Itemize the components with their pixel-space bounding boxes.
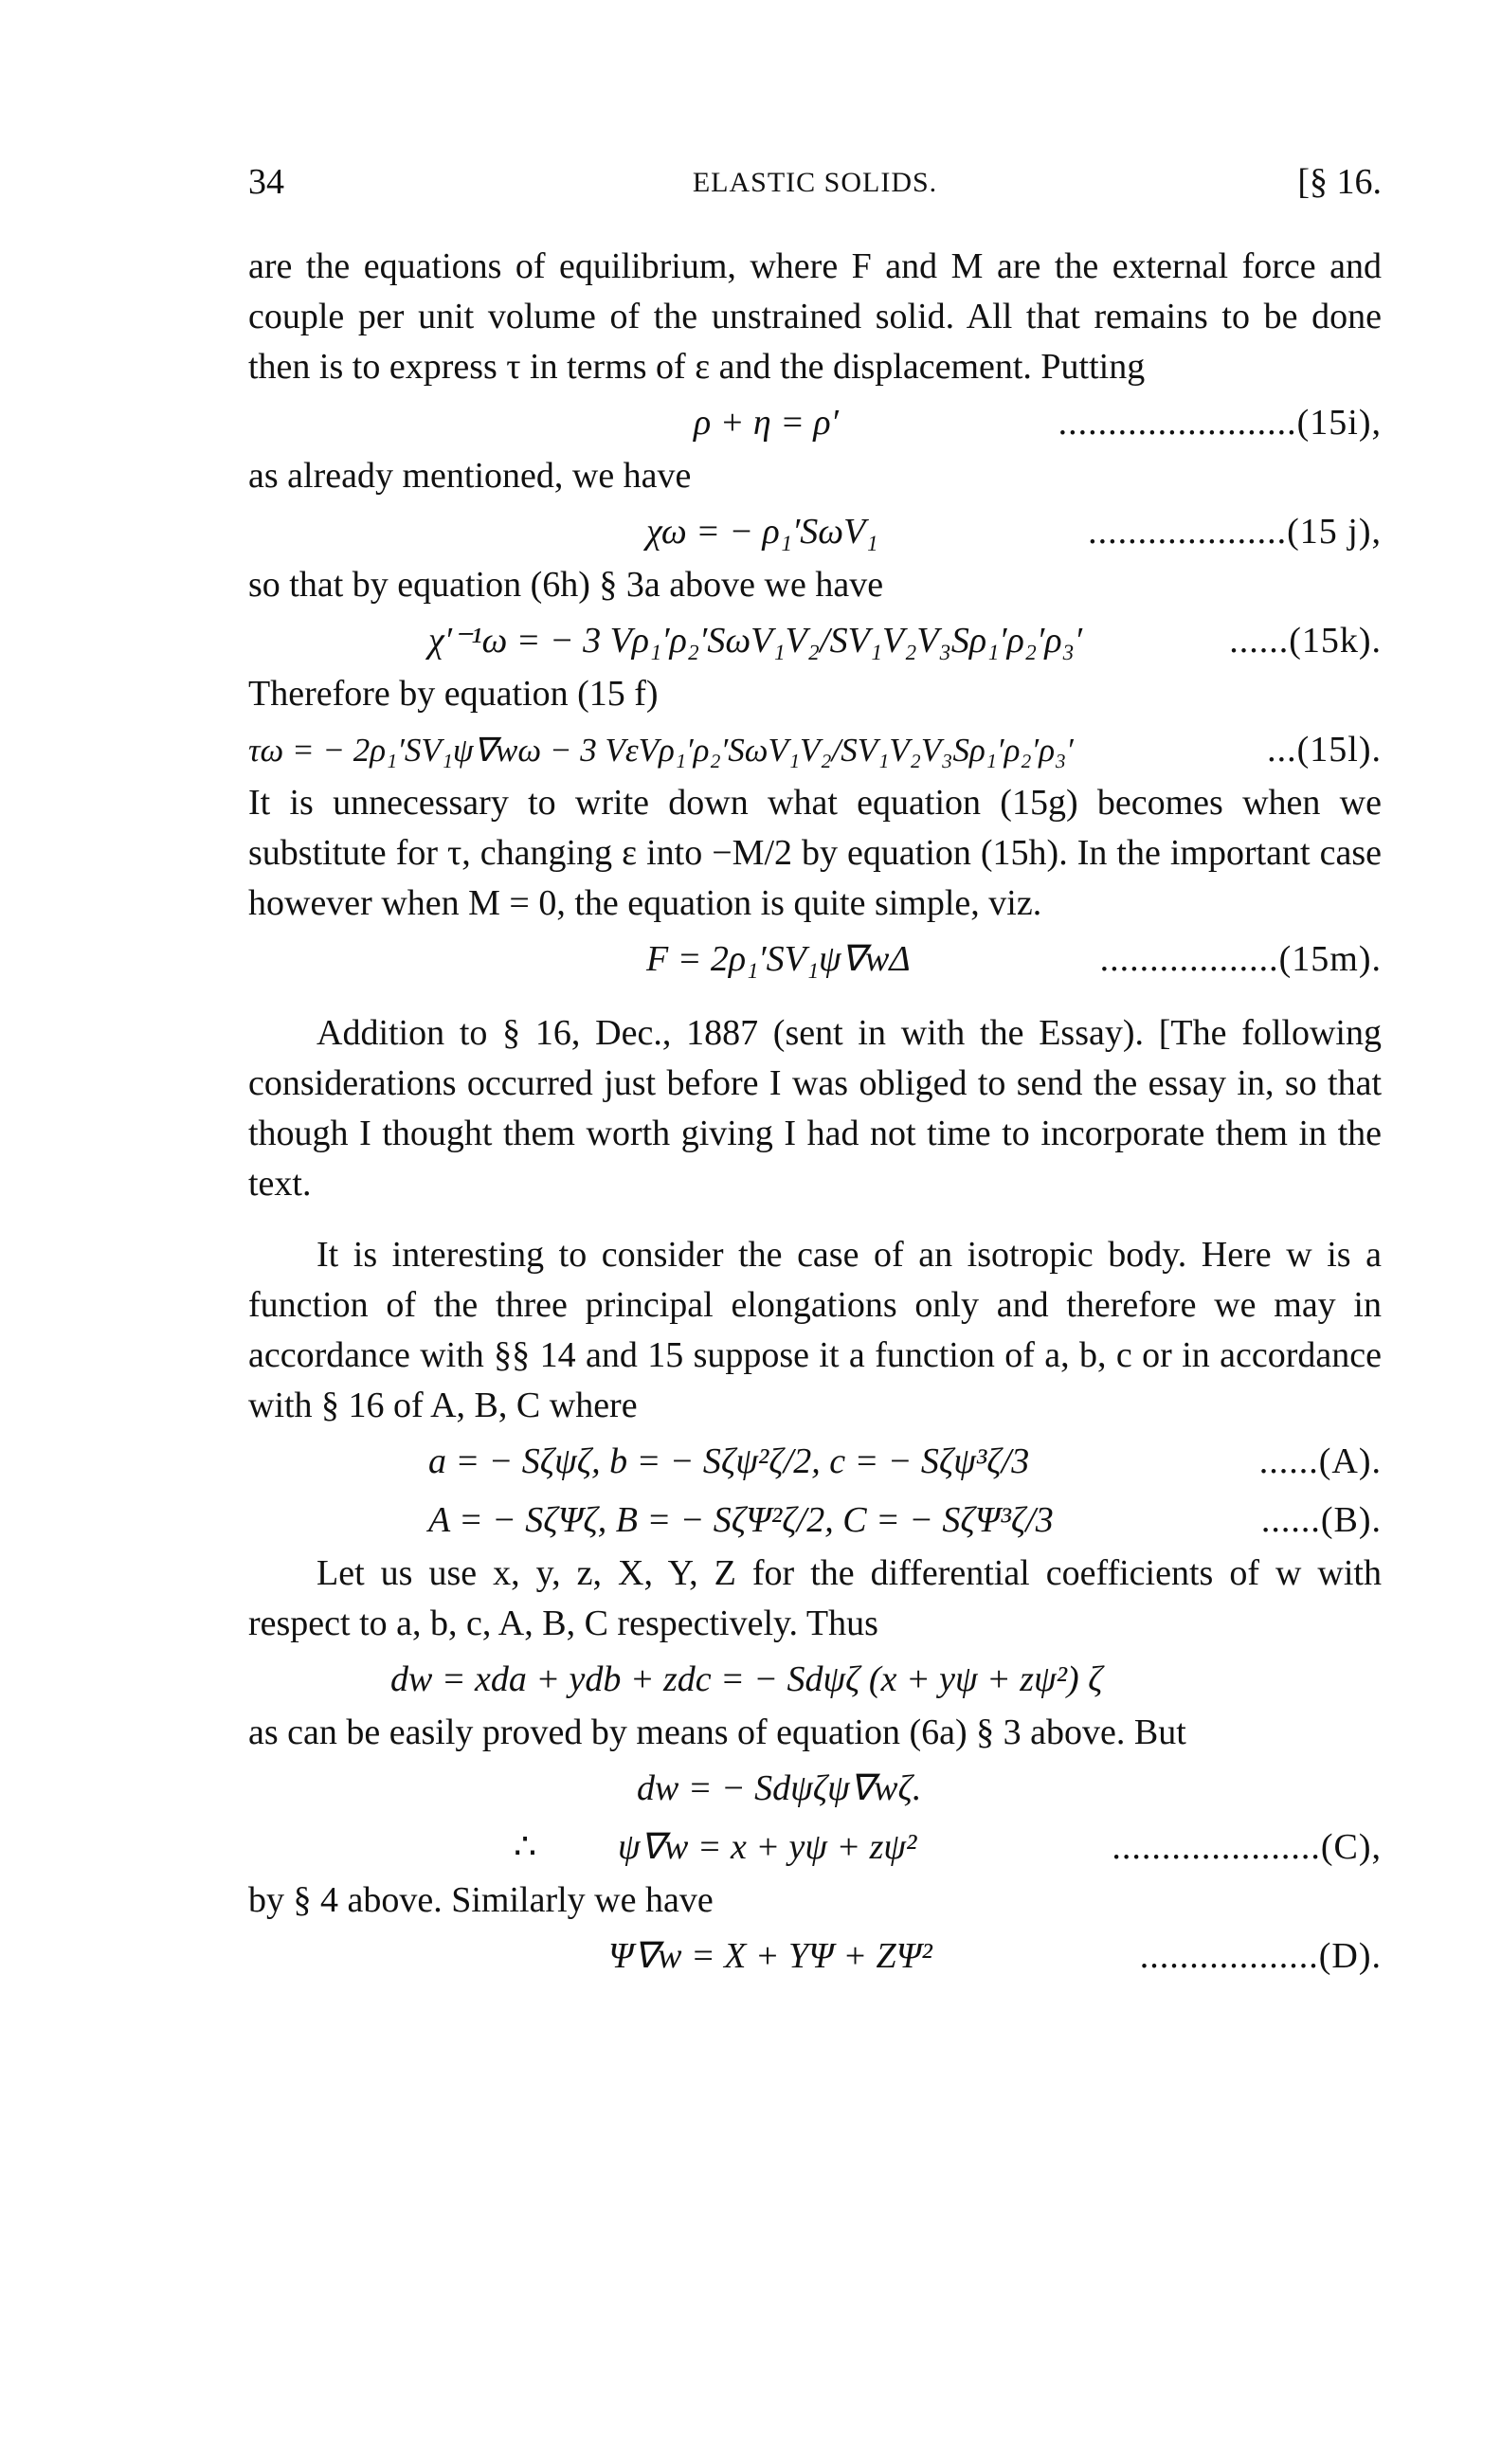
equation-expression: χ′⁻¹ω = − 3 Vρ₁′ρ₂′SωV₁V₂/SV₁V₂V₃Sρ₁′ρ₂′ρ₃′	[428, 621, 1083, 661]
equation-label: ....................(15 j),	[1088, 512, 1382, 552]
equation-label: ........................(15i),	[1058, 403, 1382, 443]
equation-expression: Ψ∇w = X + YΨ + ZΨ²	[608, 1936, 932, 1976]
equation-B	[248, 1490, 1382, 1549]
equation-D	[248, 1926, 1382, 1984]
equation-label: ......(B).	[1260, 1500, 1382, 1540]
equation-15l	[248, 719, 1382, 778]
paragraph: Therefore by equation (15 f)	[248, 674, 659, 714]
equation-expression: F = 2ρ₁′SV₁ψ∇wΔ	[646, 939, 911, 979]
equation-expression: dw = xda + ydb + zdc = − Sdψζ (x + yψ + zψ²) ζ	[390, 1659, 1103, 1699]
page-body	[248, 242, 1382, 1984]
page-number: 34	[248, 162, 284, 202]
equation-dw-1	[248, 1649, 1382, 1708]
equation-expression: dw = − Sdψζψ∇wζ.	[637, 1768, 922, 1808]
paragraph: so that by equation (6h) § 3a above we have	[248, 565, 884, 605]
equation-label: .....................(C),	[1112, 1827, 1382, 1867]
equation-15m	[248, 929, 1382, 987]
section-marker: [§ 16.	[1297, 162, 1382, 202]
paragraph: by § 4 above. Similarly we have	[248, 1880, 714, 1920]
equation-expression: a = − Sζψζ, b = − Sζψ²ζ/2, c = − Sζψ³ζ/3	[428, 1441, 1030, 1481]
equation-dw-2	[248, 1758, 1382, 1817]
paragraph: are the equations of equilibrium, where F and M are the external force and couple per unit volume of the unstrained solid. All that remains to be done then is to express τ in terms of ε and the displacement. Putting	[248, 246, 1382, 387]
equation-expression: ψ∇w = x + yψ + zψ²	[618, 1827, 917, 1867]
equation-label: ...(15l).	[1267, 730, 1382, 770]
paragraph: as can be easily proved by means of equation (6a) § 3 above. But	[248, 1712, 1186, 1752]
equation-expression: ρ + η = ρ′	[694, 403, 839, 443]
running-title: ELASTIC SOLIDS.	[692, 167, 938, 198]
equation-label: ......(15k).	[1229, 621, 1382, 661]
equation-expression: A = − SζΨζ, B = − SζΨ²ζ/2, C = − SζΨ³ζ/3	[428, 1500, 1054, 1540]
paragraph: as already mentioned, we have	[248, 456, 692, 496]
equation-label: ..................(D).	[1139, 1936, 1382, 1976]
equation-15i	[248, 392, 1382, 451]
therefore-symbol: ∴	[514, 1827, 537, 1867]
paragraph: It is unnecessary to write down what equation (15g) becomes when we substitute for τ, changing ε into −M/2 by equation (15h). In the important case however when M = 0, the equation is quite simple, viz.	[248, 783, 1382, 923]
equation-C	[248, 1817, 1382, 1875]
equation-label: ......(A).	[1258, 1441, 1382, 1481]
running-header	[248, 161, 1382, 218]
addition-paragraph: Addition to § 16, Dec., 1887 (sent in with the Essay). [The following considerations occurred just before I was obliged to send the essay in, so that though I thought them worth giving I had not time to incorporate them in the text.	[248, 1013, 1382, 1204]
equation-A	[248, 1431, 1382, 1490]
equation-expression: τω = − 2ρ₁′SV₁ψ∇wω − 3 VεVρ₁′ρ₂′SωV₁V₂/SV₁V₂V₃Sρ₁′ρ₂′ρ₃′	[248, 732, 1074, 769]
equation-15k	[248, 610, 1382, 669]
equation-label: ..................(15m).	[1099, 939, 1382, 979]
equation-15j	[248, 501, 1382, 560]
equation-expression: χω = − ρ₁′SωV₁	[646, 512, 878, 552]
paragraph: Let us use x, y, z, X, Y, Z for the differential coefficients of w with respect to a, b, c, A, B, C respectively. Thus	[248, 1553, 1382, 1643]
paragraph: It is interesting to consider the case of an isotropic body. Here w is a function of the three principal elongations only and therefore we may in accordance with §§ 14 and 15 suppose it a function of a, b, c or in accordance with § 16 of A, B, C where	[248, 1235, 1382, 1425]
